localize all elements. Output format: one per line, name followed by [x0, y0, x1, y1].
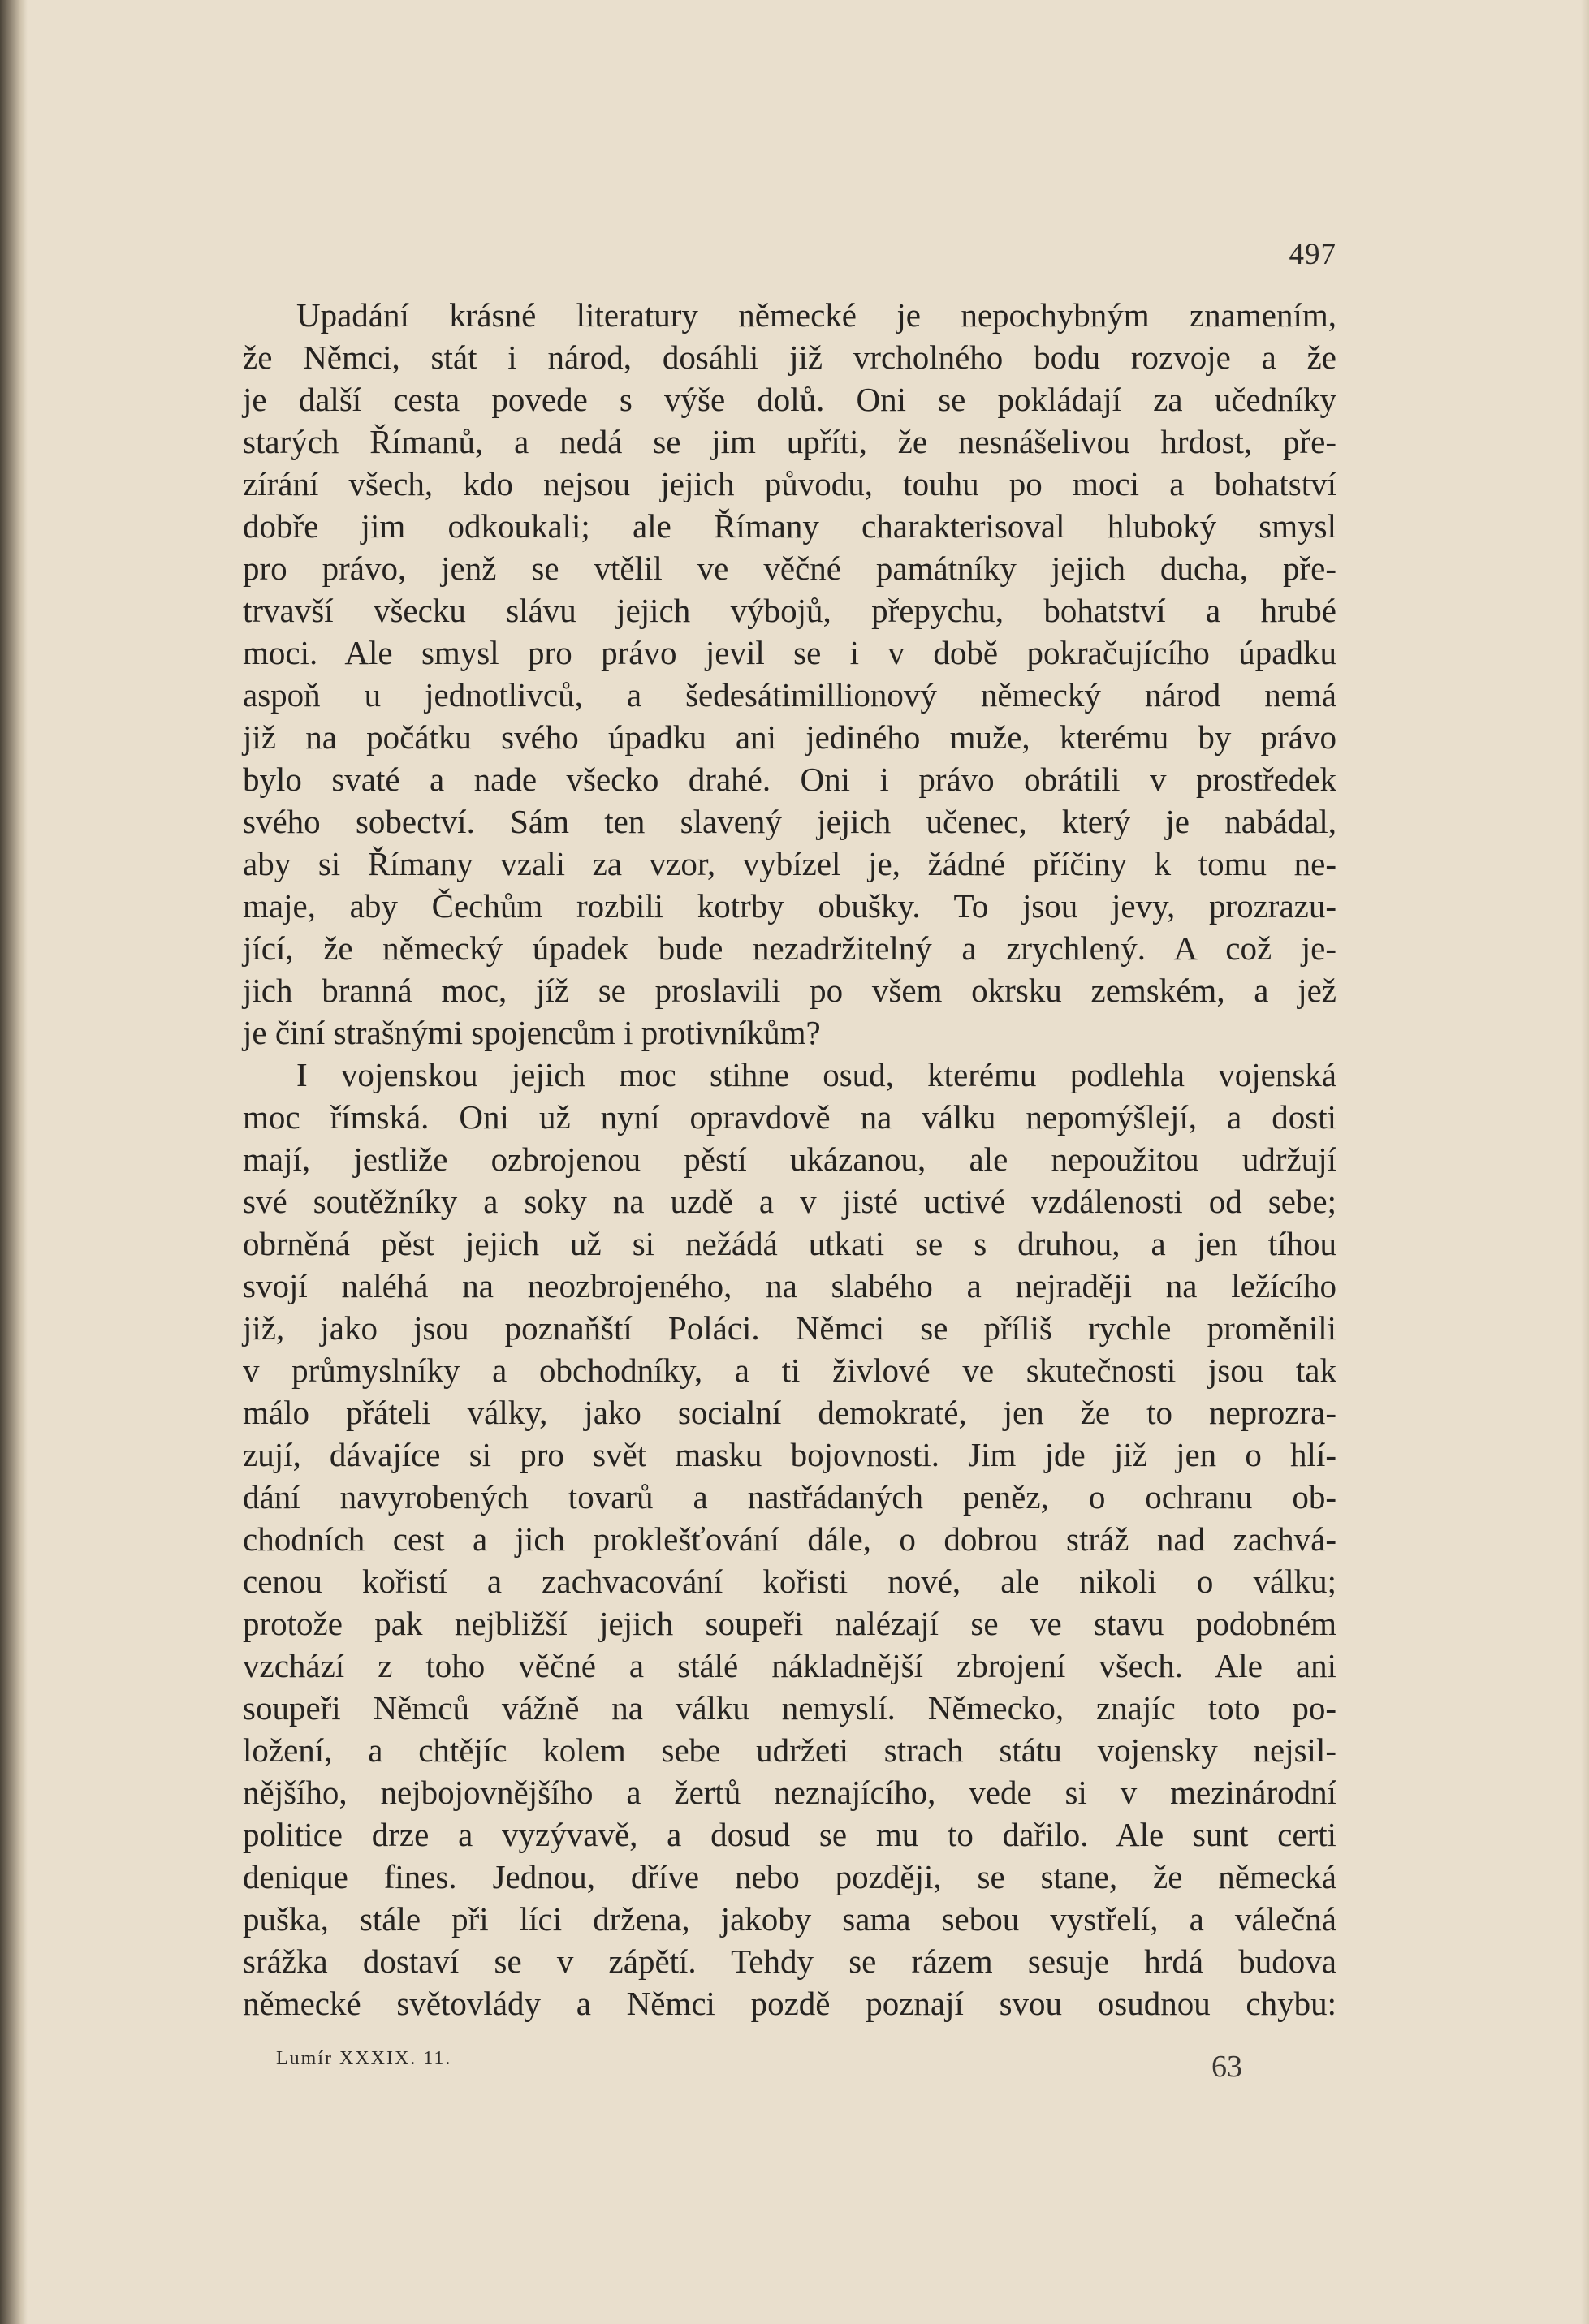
text-line: maje, aby Čechům rozbili kotrby obušky. To jsou jevy, prozrazu-	[243, 887, 1336, 925]
text-line: trvavší všecku slávu jejich výbojů, přepychu, bohatství a hrubé	[243, 592, 1336, 629]
text-line: zují, dávajíce si pro svět masku bojovnosti. Jim jde již jen o hlí-	[243, 1436, 1336, 1473]
text-line: starých Římanů, a nedá se jim upříti, že nesnášelivou hrdost, pře-	[243, 423, 1336, 460]
text-line: nějšího, nejbojovnějšího a žertů neznajícího, vede si v mezinárodní	[243, 1774, 1336, 1811]
text-line: protože pak nejbližší jejich soupeři nalézají se ve stavu podobném	[243, 1605, 1336, 1642]
text-line: srážka dostaví se v zápětí. Tehdy se rázem sesuje hrdá budova	[243, 1942, 1336, 1980]
text-line: pro právo, jenž se vtělil ve věčné památníky jejich ducha, pře-	[243, 550, 1336, 587]
text-line: je činí strašnými spojencům i protivníkům?	[243, 1014, 821, 1051]
text-line: bylo svaté a nade všecko drahé. Oni i právo obrátili v prostředek	[243, 761, 1336, 798]
text-line: ložení, a chtějíc kolem sebe udržeti strach státu vojensky nejsil-	[243, 1731, 1336, 1769]
text-line: moc římská. Oni už nyní opravdově na válku nepomýšlejí, a dosti	[243, 1098, 1336, 1136]
body-text	[243, 294, 1336, 2024]
text-line: vzchází z toho věčné a stálé nákladnější zbrojení všech. Ale ani	[243, 1647, 1336, 1684]
text-line: soupeři Němců vážně na válku nemyslí. Německo, znajíc toto po-	[243, 1689, 1336, 1727]
text-line: aspoň u jednotlivců, a šedesátimillionový německý národ nemá	[243, 676, 1336, 714]
text-line: že Němci, stát i národ, dosáhli již vrcholného bodu rozvoje a že	[243, 338, 1336, 376]
text-line: mají, jestliže ozbrojenou pěstí ukázanou, ale nepoužitou udržují	[243, 1140, 1336, 1178]
text-line: moci. Ale smysl pro právo jevil se i v době pokračujícího úpadku	[243, 634, 1336, 671]
text-line: puška, stále při líci držena, jakoby sama sebou vystřelí, a válečná	[243, 1900, 1336, 1938]
text-line: I vojenskou jejich moc stihne osud, kterému podlehla vojenská	[296, 1056, 1336, 1093]
text-line: zírání všech, kdo nejsou jejich původu, touhu po moci a bohatství	[243, 465, 1336, 502]
text-line: Upadání krásné literatury německé je nepochybným znamením,	[296, 296, 1336, 334]
text-line: obrněná pěst jejich už si nežádá utkati se s druhou, a jen tíhou	[243, 1225, 1336, 1262]
text-line: jící, že německý úpadek bude nezadržitelný a zrychlený. A což je-	[243, 929, 1336, 967]
text-line: v průmyslníky a obchodníky, a ti živlové ve skutečnosti jsou tak	[243, 1352, 1336, 1389]
text-line: denique fines. Jednou, dříve nebo později, se stane, že německá	[243, 1858, 1336, 1895]
text-line: svojí naléhá na neozbrojeného, na slabého a nejraději na ležícího	[243, 1267, 1336, 1304]
text-line: dobře jim odkoukali; ale Římany charakterisoval hluboký smysl	[243, 507, 1336, 545]
page-edge	[1581, 0, 1589, 2324]
text-line: dání navyrobených tovarů a nastřádaných peněz, o ochranu ob-	[243, 1478, 1336, 1516]
binding-shadow	[0, 0, 28, 2324]
text-line: chodních cest a jich proklešťování dále, o dobrou stráž nad zachvá-	[243, 1520, 1336, 1558]
text-line: aby si Římany vzali za vzor, vybízel je, žádné příčiny k tomu ne-	[243, 845, 1336, 882]
text-line: své soutěžníky a soky na uzdě a v jisté uctivé vzdálenosti od sebe;	[243, 1183, 1336, 1220]
text-line: je další cesta povede s výše dolů. Oni se pokládají za učedníky	[243, 381, 1336, 418]
text-line: politice drze a vyzývavě, a dosud se mu to dařilo. Ale sunt certi	[243, 1816, 1336, 1853]
text-line: svého sobectví. Sám ten slavený jejich učenec, který je nabádal,	[243, 803, 1336, 840]
text-line: málo přáteli války, jako socialní demokraté, jen že to neprozra-	[243, 1394, 1336, 1431]
text-line: již, jako jsou poznaňští Poláci. Němci se příliš rychle proměnili	[243, 1309, 1336, 1347]
text-line: jich branná moc, jíž se proslavili po všem okrsku zemském, a jež	[243, 972, 1336, 1009]
journal-mark: Lumír XXXIX. 11.	[276, 2048, 452, 2069]
text-line: již na počátku svého úpadku ani jediného muže, kterému by právo	[243, 718, 1336, 756]
text-line: německé světovlády a Němci pozdě poznají svou osudnou chybu:	[243, 1985, 1336, 2022]
signature-mark: 63	[1211, 2050, 1242, 2084]
text-line: cenou kořistí a zachvacování kořisti nové, ale nikoli o válku;	[243, 1563, 1336, 1600]
page-number: 497	[1289, 238, 1336, 271]
